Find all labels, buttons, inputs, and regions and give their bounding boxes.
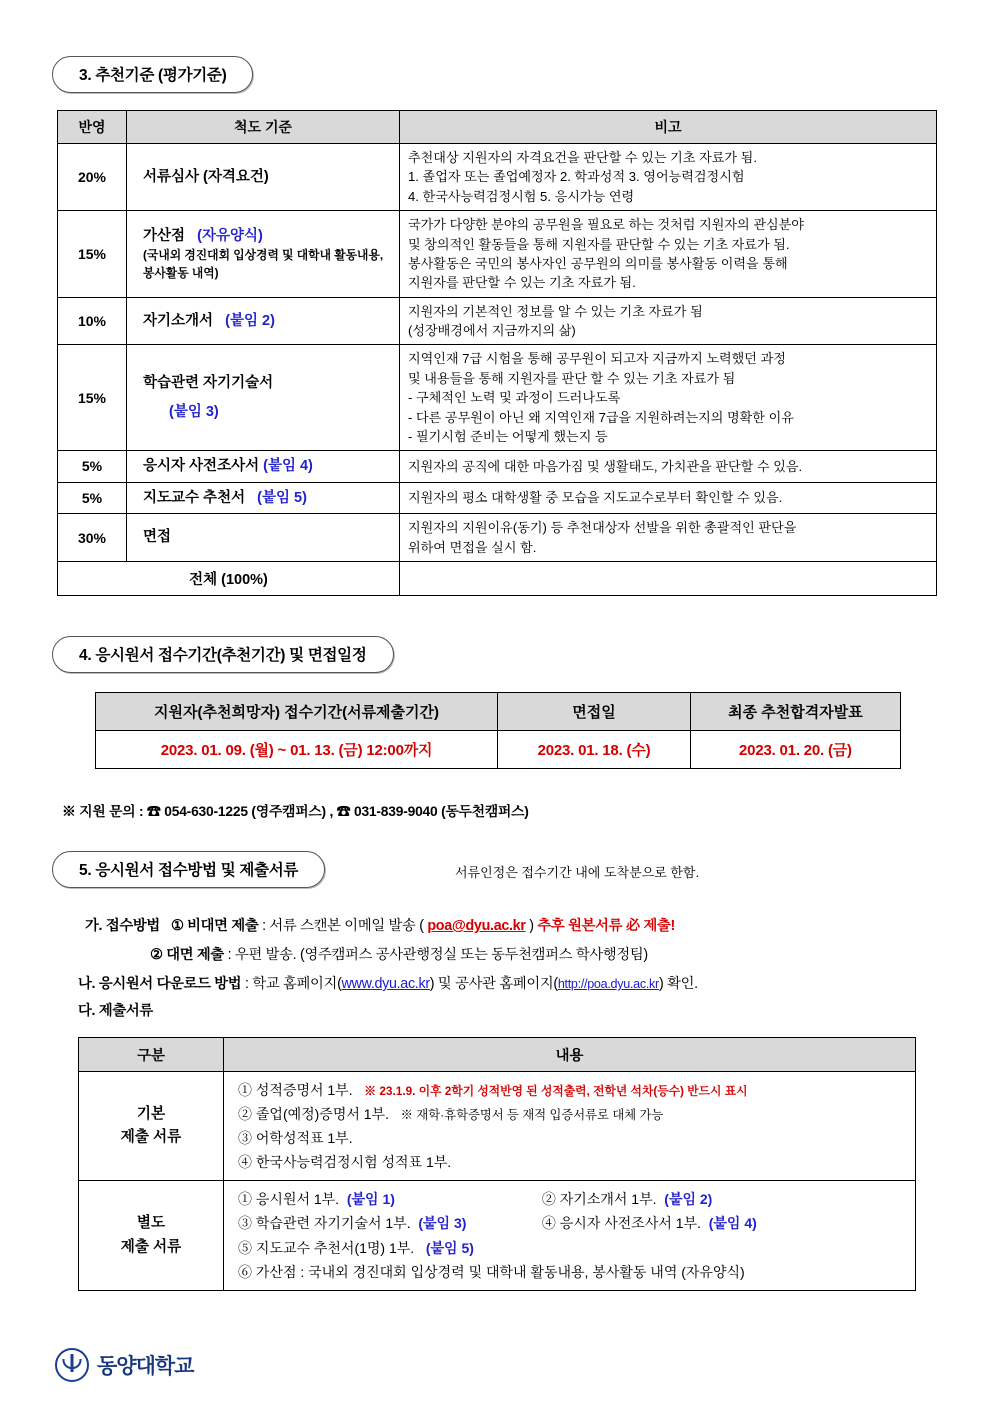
note-line: 1. 졸업자 또는 졸업예정자 2. 학과성적 3. 영어능력검정시험 <box>408 169 745 185</box>
scale-label: 학습관련 자기기술서 <box>143 375 274 392</box>
note-line: 지원자를 판단할 수 있는 기초 자료가 됨. <box>408 275 636 291</box>
item-number: ① <box>238 1082 252 1098</box>
scale-cell <box>127 297 400 345</box>
item-text: 한국사능력검정시험 성적표 1부. <box>255 1154 452 1171</box>
scale-cell <box>127 451 400 482</box>
download-rest-1: : 학교 홈페이지( <box>241 976 342 992</box>
scale-label: 면접 <box>143 529 172 546</box>
scale-cell <box>127 144 400 211</box>
value-application-period: 2023. 01. 09. (월) ~ 01. 13. (금) 12:00까지 <box>96 731 498 769</box>
item-attachment: (붙임 3) <box>418 1215 467 1232</box>
item-attachment: (붙임 1) <box>346 1191 395 1208</box>
list-item <box>238 1150 907 1174</box>
original-docs-warning: 추후 원본서류 必 제출! <box>537 918 675 934</box>
table-row <box>58 482 937 513</box>
note-line: (성장배경에서 지금까지의 삶) <box>408 323 576 338</box>
scale-label: 응시자 사전조사서 <box>143 458 260 475</box>
section-4-title: 4. 응시원서 접수기간(추천기간) 및 면접일정 <box>52 636 394 673</box>
item-number: ① <box>170 918 184 934</box>
ratio-cell: 15% <box>58 345 127 451</box>
header-category: 구분 <box>79 1038 224 1072</box>
list-item <box>238 1187 907 1211</box>
header-scale: 척도 기준 <box>127 111 400 144</box>
value-final-announcement: 2023. 01. 20. (금) <box>690 731 900 769</box>
item-number: ② <box>541 1191 556 1208</box>
ratio-cell: 5% <box>58 482 127 513</box>
email-link[interactable]: poa@dyu.ac.kr <box>427 918 526 934</box>
ratio-cell: 10% <box>58 297 127 345</box>
university-emblem-icon <box>55 1348 89 1382</box>
ratio-cell: 20% <box>58 144 127 211</box>
scale-label: 가산점 <box>143 227 186 244</box>
item-number: ② <box>150 947 163 963</box>
table-row <box>79 1072 916 1181</box>
note-line: 지원자의 지원이유(동기) 등 추천대상자 선발을 위한 총괄적인 판단을 <box>408 520 797 536</box>
item-attachment: (붙임 2) <box>664 1191 713 1208</box>
poa-homepage-link[interactable]: http://poa.dyu.ac.kr <box>557 977 659 991</box>
category-basic <box>79 1072 224 1181</box>
scale-label: 자기소개서 <box>143 312 214 329</box>
ratio-cell: 5% <box>58 451 127 482</box>
scale-cell <box>127 345 400 451</box>
note-line: 지역인재 7급 시험을 통해 공무원이 되고자 지금까지 노력했던 과정 <box>408 351 786 367</box>
section-5-title: 5. 응시원서 접수방법 및 제출서류 <box>52 851 325 888</box>
note-line: 봉사활동은 국민의 봉사자인 공무원의 의미를 봉사활동 이력을 통해 <box>408 255 788 271</box>
email-close: ) <box>525 918 538 934</box>
table-row <box>58 297 937 345</box>
scale-attachment: (붙임 5) <box>257 489 307 506</box>
note-line: 국가가 다양한 분야의 공무원을 필요로 하는 것처럼 지원자의 관심분야 <box>408 217 804 233</box>
total-empty <box>400 561 937 595</box>
scale-cell <box>127 482 400 513</box>
note-line: 지원자의 공직에 대한 마음가짐 및 생활태도, 가치관을 판단할 수 있음. <box>408 458 803 474</box>
table-total-row <box>58 561 937 595</box>
note-cell <box>400 144 937 211</box>
table-row <box>58 451 937 482</box>
item-text: 어학성적표 1부. <box>255 1130 353 1147</box>
item-number: ① <box>238 1191 252 1208</box>
item-number: ⑥ <box>238 1263 252 1280</box>
note-line: 위하여 면접을 실시 함. <box>408 539 537 555</box>
university-homepage-link[interactable]: www.dyu.ac.kr <box>341 976 430 992</box>
note-line: 4. 한국사능력검정시험 5. 응시가능 연령 <box>408 188 635 204</box>
table-header-row <box>79 1038 916 1072</box>
scale-attachment: (붙임 4) <box>263 458 313 475</box>
table-row <box>58 514 937 562</box>
item-text: 응시자 사전조사서 1부. <box>559 1215 701 1232</box>
ratio-cell: 15% <box>58 211 127 298</box>
table-row <box>58 211 937 298</box>
note-line: - 필기시험 준비는 어떻게 했는지 등 <box>408 428 608 444</box>
scale-attachment: (붙임 3) <box>169 403 219 420</box>
header-final-announcement: 최종 추천합격자발표 <box>690 693 900 731</box>
download-method-line <box>78 973 698 993</box>
face-to-face-rest: : 우편 발송. (영주캠퍼스 공사관행정실 또는 동두천캠퍼스 학사행정팀) <box>223 947 648 963</box>
non-face-to-face-label: 비대면 제출 <box>187 918 259 934</box>
table-header-row <box>58 111 937 144</box>
download-rest-3: ) 확인. <box>658 976 698 992</box>
item-number: ③ <box>238 1215 252 1232</box>
table-row <box>58 345 937 451</box>
category-line-1: 기본 <box>136 1105 166 1122</box>
note-cell <box>400 451 937 482</box>
note-line: 지원자의 평소 대학생활 중 모습을 지도교수로부터 확인할 수 있음. <box>408 490 783 506</box>
item-text: 자기소개서 1부. <box>559 1191 657 1208</box>
category-line-2: 제출 서류 <box>120 1129 182 1146</box>
list-item <box>238 1260 907 1284</box>
section-5-side-note: 서류인정은 접수기간 내에 도착분으로 한함. <box>455 865 700 880</box>
download-rest-2: ) 및 공사관 홈페이지( <box>429 976 558 992</box>
submit-method-label: 가. 접수방법 <box>85 918 160 934</box>
item-attachment: (붙임 5) <box>425 1239 474 1256</box>
note-cell <box>400 482 937 513</box>
item-number: ④ <box>541 1215 556 1232</box>
category-line-2: 제출 서류 <box>120 1238 182 1255</box>
item-text: 응시원서 1부. <box>255 1191 340 1208</box>
section-3-title: 3. 추천기준 (평가기준) <box>52 56 253 93</box>
documents-table <box>78 1037 916 1291</box>
note-line: - 구체적인 노력 및 과정이 드러나도록 <box>408 390 621 406</box>
item-number: ⑤ <box>238 1239 252 1256</box>
item-text: 성적증명서 1부. <box>255 1082 353 1098</box>
submission-docs-label: 다. 제출서류 <box>78 1003 153 1019</box>
item-note: ※ 재학·휴학증명서 등 재적 입증서류로 대체 가능 <box>400 1108 664 1123</box>
scale-cell <box>127 514 400 562</box>
submit-method-line-1 <box>85 915 675 935</box>
item-text: 학습관련 자기기술서 1부. <box>255 1215 411 1232</box>
additional-docs-content <box>224 1181 916 1290</box>
item-number: ② <box>238 1106 252 1123</box>
category-additional <box>79 1181 224 1290</box>
value-interview-date: 2023. 01. 18. (수) <box>498 731 691 769</box>
table-row <box>58 144 937 211</box>
scale-subtext: (국내외 경진대회 입상경력 및 대학내 활동내용, 봉사활동 내역) <box>143 248 384 281</box>
item-text: 졸업(예정)증명서 1부. <box>255 1106 389 1123</box>
scale-label: 지도교수 추천서 <box>143 489 246 506</box>
header-content: 내용 <box>224 1038 916 1072</box>
header-ratio: 반영 <box>58 111 127 144</box>
face-to-face-label: 대면 제출 <box>166 947 224 963</box>
footer-logo <box>55 1348 193 1382</box>
non-face-to-face-rest: : 서류 스캔본 이메일 발송 ( <box>258 918 428 934</box>
scale-attachment: (자유양식) <box>197 227 263 244</box>
table-header-row <box>96 693 901 731</box>
note-cell <box>400 514 937 562</box>
note-cell <box>400 211 937 298</box>
total-label: 전체 (100%) <box>58 561 400 595</box>
table-row <box>79 1181 916 1290</box>
note-cell <box>400 297 937 345</box>
header-application-period: 지원자(추천희망자) 접수기간(서류제출기간) <box>96 693 498 731</box>
list-item <box>238 1211 907 1235</box>
submit-method-line-2 <box>150 944 648 964</box>
criteria-table <box>57 110 937 596</box>
list-item <box>238 1126 907 1150</box>
contact-line: ※ 지원 문의 : ☎ 054-630-1225 (영주캠퍼스) , ☎ 031-839-9040 (동두천캠퍼스) <box>62 804 529 819</box>
item-text: 가산점 : 국내외 경진대회 입상경력 및 대학내 활동내용, 봉사활동 내역 (자유양식) <box>255 1263 745 1280</box>
table-row <box>96 731 901 769</box>
item-number: ④ <box>238 1154 252 1171</box>
list-item <box>238 1078 907 1102</box>
schedule-table <box>95 692 901 769</box>
note-line: - 다른 공무원이 아닌 왜 지역인재 7급을 지원하려는지의 명확한 이유 <box>408 409 794 425</box>
note-line: 및 내용들을 통해 지원자를 판단 할 수 있는 기초 자료가 됨 <box>408 370 736 386</box>
note-cell <box>400 345 937 451</box>
scale-label: 서류심사 (자격요건) <box>143 168 269 185</box>
basic-docs-content <box>224 1072 916 1181</box>
item-attachment: (붙임 4) <box>708 1215 757 1232</box>
item-red-note: ※ 23.1.9. 이후 2학기 성적반영 된 성적출력, 전학년 석차(등수) 반드시 표시 <box>364 1084 748 1098</box>
category-line-1: 별도 <box>136 1215 166 1232</box>
ratio-cell: 30% <box>58 514 127 562</box>
scale-attachment: (붙임 2) <box>225 312 275 329</box>
scale-cell <box>127 211 400 298</box>
header-note: 비고 <box>400 111 937 144</box>
list-item <box>238 1102 907 1126</box>
university-name: 동양대학교 <box>97 1355 194 1378</box>
note-line: 지원자의 기본적인 정보를 알 수 있는 기초 자료가 됨 <box>408 303 703 319</box>
item-text: 지도교수 추천서(1명) 1부. <box>255 1239 415 1256</box>
note-line: 및 창의적인 활동들을 통해 지원자를 판단할 수 있는 기초 자료가 됨. <box>408 236 790 252</box>
header-interview-date: 면접일 <box>498 693 691 731</box>
item-number: ③ <box>238 1130 252 1147</box>
list-item <box>238 1236 907 1260</box>
download-method-label: 나. 응시원서 다운로드 방법 <box>78 976 242 992</box>
note-line: 추천대상 지원자의 자격요건을 판단할 수 있는 기초 자료가 됨. <box>408 150 757 165</box>
